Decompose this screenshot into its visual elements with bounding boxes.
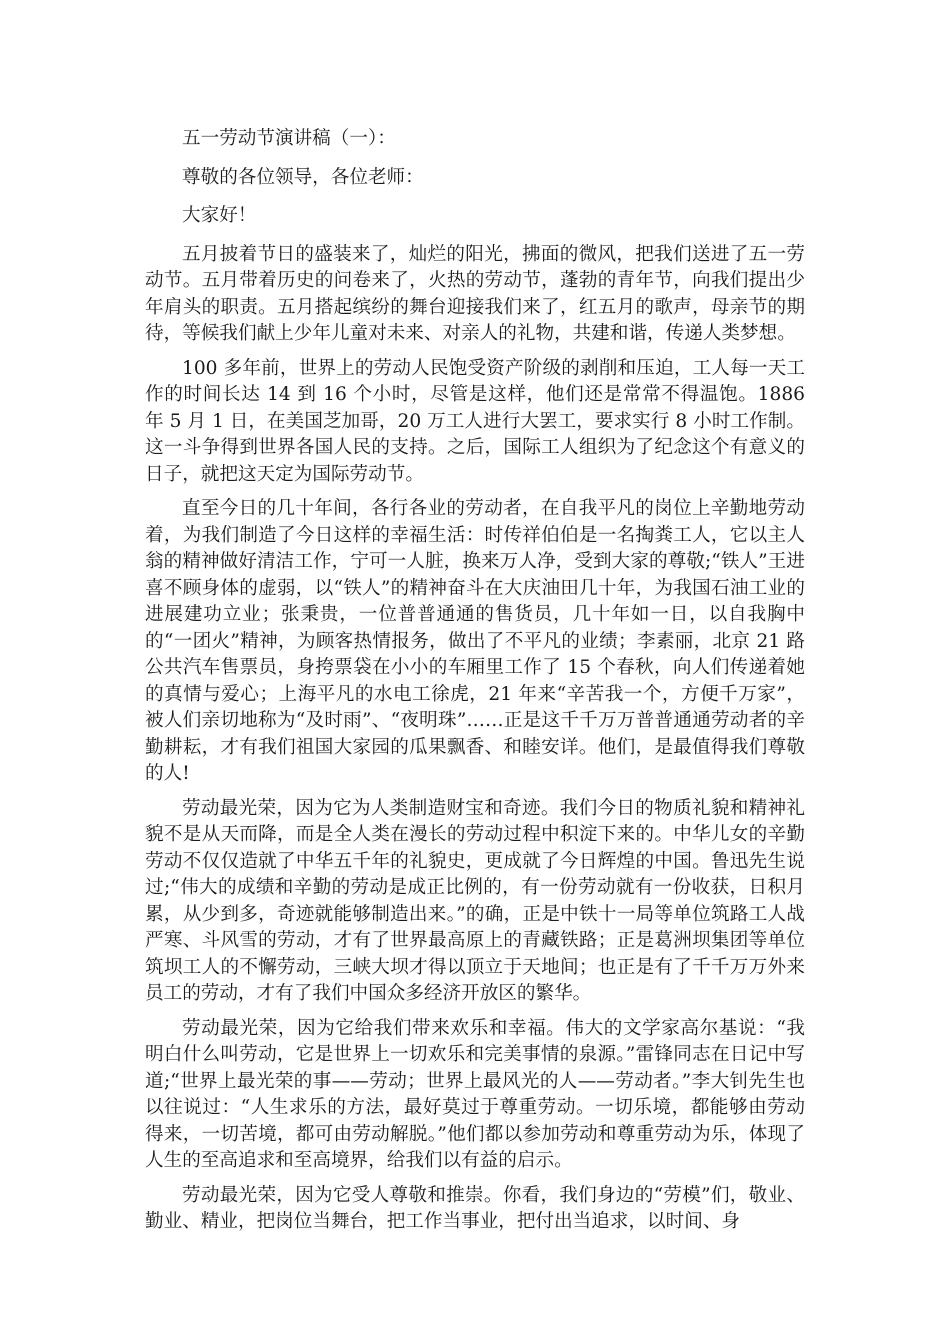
paragraph-respect: 劳动最光荣，因为它受人尊敬和推崇。你看，我们身边的“劳模”们，敬业、勤业、精业，把岗位当舞台，把工作当事业，把付出当追求，以时间、身 xyxy=(145,1184,805,1232)
greeting: 大家好！ xyxy=(182,205,257,226)
paragraph-wealth: 劳动最光荣，因为它为人类制造财宝和奇迹。我们今日的物质礼貌和精神礼貌不是从天而降，而是全人类在漫长的劳动过程中积淀下来的。中华儿女的辛勤劳动不仅仅造就了中华五千年的礼貌史，更成就了今日辉煌的中国。鲁迅先生说过;“伟大的成绩和辛勤的劳动是成正比例的，有一份劳动就有一份收获，日积月累，从少到多，奇迹就能够制造出来。”的确，正是中铁十一局等单位筑路工人战严寒、斗风雪的劳动，才有了世界最高原上的青藏铁路；正是葛洲坝集团等单位筑坝工人的不懈劳动，三峡大坝才得以顶立于天地间；也正是有了千千万万外来员工的劳动，才有了我们中国众多经济开放区的繁华。 xyxy=(145,797,805,1004)
paragraph-joy: 劳动最光荣，因为它给我们带来欢乐和幸福。伟大的文学家高尔基说：“我明白什么叫劳动，它是世界上一切欢乐和完美事情的泉源。”雷锋同志在日记中写道;“世界上最光荣的事——劳动；世界上最风光的人——劳动者。”李大钊先生也以往说过：“人生求乐的方法，最好莫过于尊重劳动。一切乐境，都能够由劳动得来，一切苦境，都可由劳动解脱。”他们都以参加劳动和尊重劳动为乐，体现了人生的至高追求和至高境界，给我们以有益的启示。 xyxy=(145,1017,805,1171)
salutation: 尊敬的各位领导，各位老师： xyxy=(182,166,424,188)
speech-title: 五一劳动节演讲稿（一）： xyxy=(182,128,396,149)
paragraph-workers: 直至今日的几十年间，各行各业的劳动者，在自我平凡的岗位上辛勤地劳动着，为我们制造了今日这样的幸福生活：时传祥伯伯是一名掏粪工人，它以主人翁的精神做好清洁工作，宁可一人脏，换来万人净，受到大家的尊敬;“铁人”王进喜不顾身体的虚弱，以“铁人”的精神奋斗在大庆油田几十年，为我国石油工业的进展建功立业；张秉贵，一位普普通通的售货员，几十年如一日，以自我胸中的“一团火”精神，为顾客热情报务，做出了不平凡的业绩；李素丽，北京 21 路公共汽车售票员，身挎票袋在小小的车厢里工作了 15 个春秋，向人们传递着她的真情与爱心；上海平凡的水电工徐虎，21 年来“辛苦我一个，方便千万家”，被人们亲切地称为“及时雨”、“夜明珠”……正是这千千万万普普通通劳动者的辛勤耕耘，才有我们祖国大家园的瓜果飘香、和睦安详。他们，是最值得我们尊敬的人! xyxy=(145,498,805,784)
paragraph-may: 五月披着节日的盛装来了，灿烂的阳光，拂面的微风，把我们送进了五一劳动节。五月带着历史的问卷来了，火热的劳动节，蓬勃的青年节，向我们提出少年肩头的职责。五月搭起缤纷的舞台迎接我们来了，红五月的歌声，母亲节的期待，等候我们献上少年儿童对未来、对亲人的礼物，共建和谐，传递人类梦想。 xyxy=(145,243,805,344)
document-body xyxy=(145,126,805,1244)
paragraph-history: 100 多年前，世界上的劳动人民饱受资产阶级的剥削和压迫，工人每一天工作的时间长达 14 到 16 个小时，尽管是这样，他们还是常常不得温饱。1886 年 5 月 1 日，在美国芝加哥，20 万工人进行大罢工，要求实行 8 小时工作制。这一斗争得到世界各国人民的支持。之后，国际工人组织为了纪念这个有意义的日子，就把这天定为国际劳动节。 xyxy=(145,357,805,485)
